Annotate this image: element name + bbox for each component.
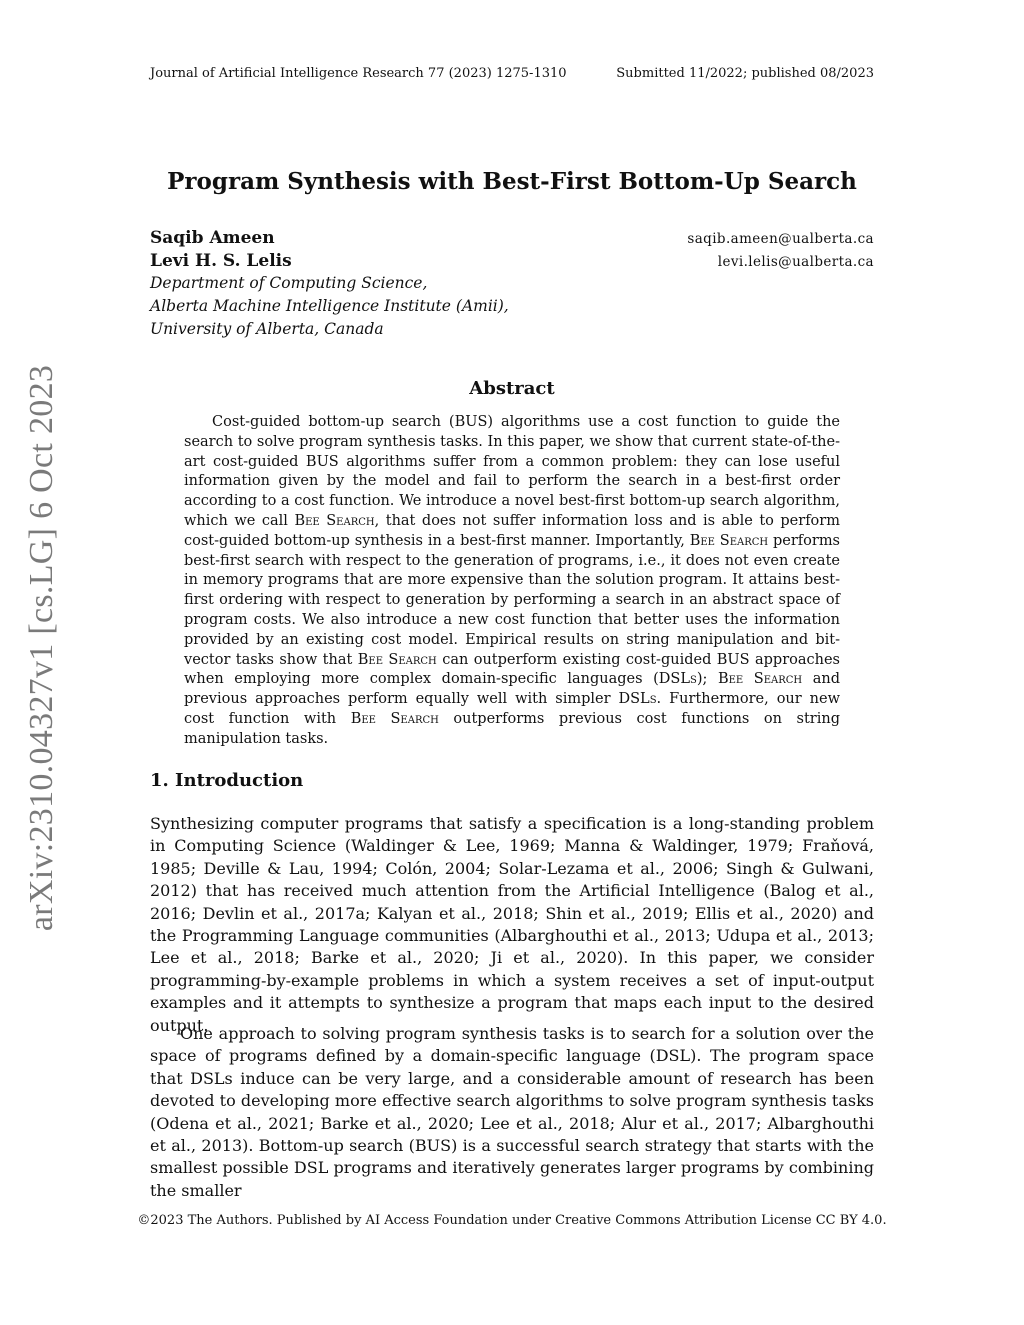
author-email: saqib.ameen@ualberta.ca bbox=[687, 231, 874, 247]
paragraph bbox=[150, 813, 874, 1037]
section-heading: 1. Introduction bbox=[150, 770, 304, 791]
paper-title: Program Synthesis with Best-First Bottom-Up Search bbox=[167, 168, 857, 195]
author-name: Levi H. S. Lelis bbox=[150, 251, 292, 271]
arxiv-identifier: arXiv:2310.04327v1 [cs.LG] 6 Oct 2023 bbox=[23, 364, 60, 932]
affiliation-line: Department of Computing Science, bbox=[150, 274, 428, 292]
paragraph-text: One approach to solving program synthesis tasks is to search for a solution over the space of programs defined by a domain-specific language (DSL). The program space that DSLs induce can be very large, and a considerable amount of research has been devoted to developing more effective search algorithms to solve program synthesis tasks (Odena et al., 2021; Barke et al., 2020; Lee et al., 2018; Alur et al., 2017; Albarghouthi et al., 2013). Bottom-up search (BUS) is a successful search strategy that starts with the smallest possible DSL programs and iteratively generates larger programs by combining the smaller bbox=[150, 1024, 874, 1200]
abstract-body bbox=[184, 413, 840, 750]
affiliation-line: University of Alberta, Canada bbox=[150, 320, 384, 338]
abstract-heading: Abstract bbox=[469, 378, 555, 399]
submission-dates: Submitted 11/2022; published 08/2023 bbox=[616, 66, 874, 81]
journal-running-head: Journal of Artificial Intelligence Research 77 (2023) 1275-1310 bbox=[150, 66, 567, 81]
paragraph-text: Synthesizing computer programs that satisfy a specification is a long-standing problem in Computing Science (Waldinger & Lee, 1969; Manna & Waldinger, 1979; Fraňová, 1985; Deville & Lau, 1994; Colón, 2004; Solar-Lezama et al., 2006; Singh & Gulwani, 2012) that has received much attention from the Artificial Intelligence (Balog et al., 2016; Devlin et al., 2017a; Kalyan et al., 2018; Shin et al., 2019; Ellis et al., 2020) and the Programming Language communities (Albarghouthi et al., 2013; Udupa et al., 2013; Lee et al., 2018; Barke et al., 2020; Ji et al., 2020). In this paper, we consider programming-by-example problems in which a system receives a set of input-output examples and it attempts to synthesize a program that maps each input to the desired output. bbox=[150, 814, 874, 1035]
copyright-footer: ©2023 The Authors. Published by AI Access Foundation under Creative Commons Attribution License CC BY 4.0. bbox=[137, 1213, 887, 1228]
paragraph bbox=[150, 1023, 874, 1202]
author-name: Saqib Ameen bbox=[150, 228, 275, 248]
abstract-text: Cost-guided bottom-up search (BUS) algorithms use a cost function to guide the search to solve program synthesis tasks. In this paper, we show that current state-of-the-art cost-guided BUS algorithms suffer from a common problem: they can lose useful information given by the model and fail to perform the search in a best-first order according to a cost function. We introduce a novel best-first bottom-up search algorithm, which we call Bee Search, that does not suffer information loss and is able to perform cost-guided bottom-up synthesis in a best-first manner. Importantly, Bee Search performs best-first search with respect to the generation of programs, i.e., it does not even create in memory programs that are more expensive than the solution program. It attains best-first ordering with respect to generation by performing a search in an abstract space of program costs. We also introduce a new cost function that better uses the information provided by an existing cost model. Empirical results on string manipulation and bit-vector tasks show that Bee Search can outperform existing cost-guided BUS approaches when employing more complex domain-specific languages (DSLs); Bee Search and previous approaches perform equally well with simpler DSLs. Furthermore, our new cost function with Bee Search outperforms previous cost functions on string manipulation tasks. bbox=[184, 414, 841, 747]
author-email: levi.lelis@ualberta.ca bbox=[717, 254, 874, 270]
affiliation-line: Alberta Machine Intelligence Institute (Amii), bbox=[150, 297, 509, 315]
